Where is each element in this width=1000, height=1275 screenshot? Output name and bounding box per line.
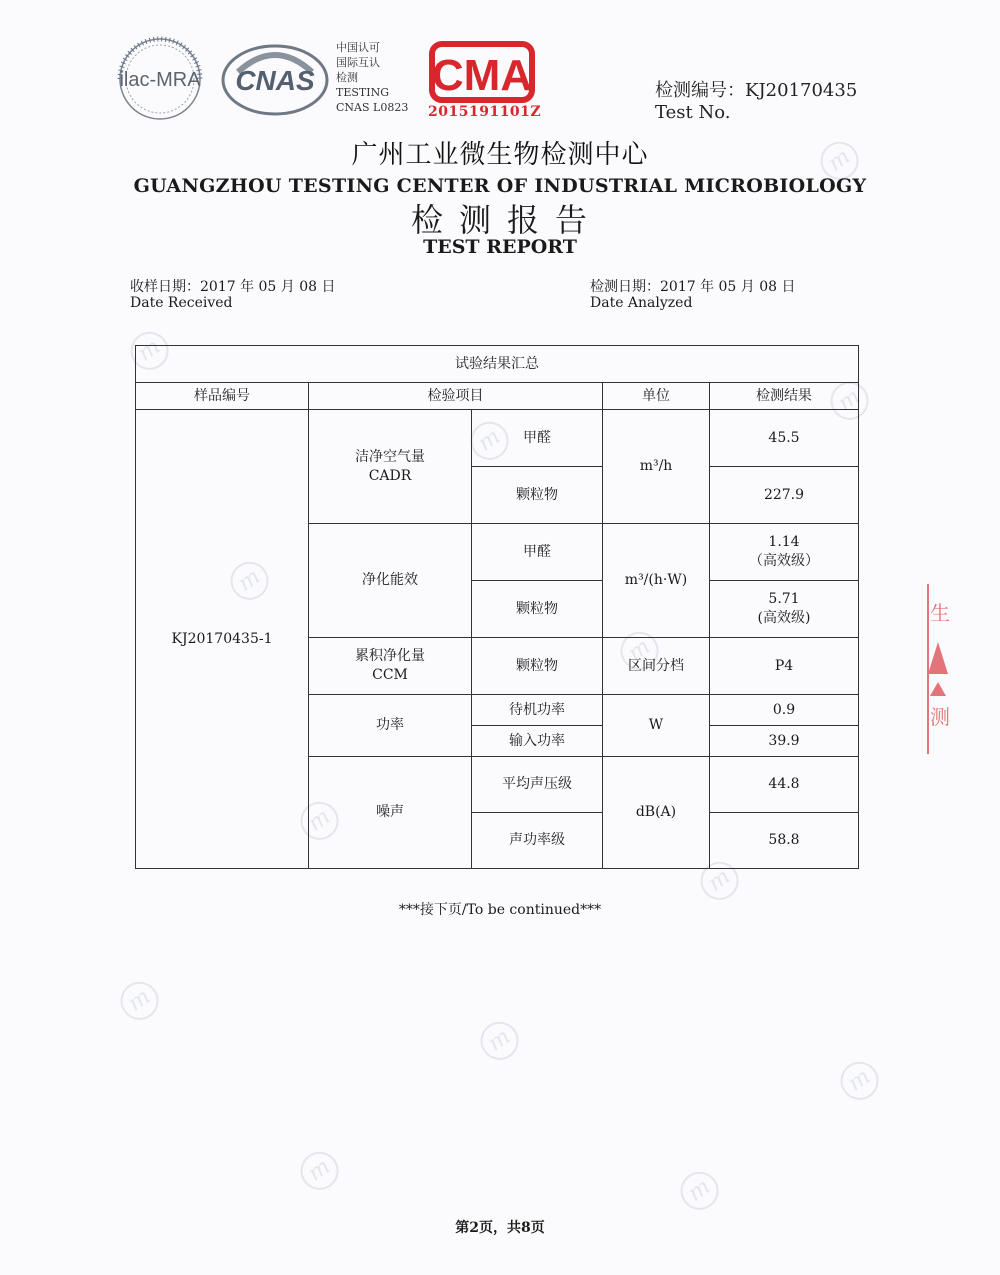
page-number: 第2页，共8页: [455, 1220, 545, 1236]
watermark: m: [292, 1143, 346, 1198]
result-value: 5.71 (高效级): [710, 581, 859, 638]
watermark: m: [462, 413, 516, 468]
org-title-en: GUANGZHOU TESTING CENTER OF INDUSTRIAL MICROBIOLOGY: [133, 175, 867, 197]
watermark: m: [472, 1013, 526, 1068]
report-title-cn: 检测报告: [410, 201, 603, 239]
sub-item: 甲醛: [472, 524, 603, 581]
watermark: m: [612, 623, 666, 678]
continued-note: ***接下页/To be continued***: [398, 902, 602, 918]
report-title-en: TEST REPORT: [423, 236, 577, 258]
table-caption: 试验结果汇总: [136, 346, 859, 383]
watermark: m: [822, 373, 876, 428]
sub-item: 声功率级: [472, 813, 603, 869]
watermark: m: [672, 1163, 726, 1218]
svg-text:ilac-MRA: ilac-MRA: [119, 69, 201, 91]
item-ccm: 累积净化量 CCM: [309, 638, 472, 695]
result-value: 44.8: [710, 757, 859, 813]
header-item: 检验项目: [309, 383, 603, 410]
result-value: 39.9: [710, 726, 859, 757]
sub-item: 颗粒物: [472, 638, 603, 695]
header-unit: 单位: [603, 383, 710, 410]
result-value: 45.5: [710, 410, 859, 467]
result-value: 0.9: [710, 695, 859, 726]
result-value: 227.9: [710, 467, 859, 524]
svg-text:测: 测: [930, 705, 950, 729]
result-value: 1.14 （高效级）: [710, 524, 859, 581]
watermark: m: [692, 853, 746, 908]
svg-text:CNAS: CNAS: [235, 65, 315, 96]
unit-power: W: [603, 695, 710, 757]
item-efficiency: 净化能效: [309, 524, 472, 638]
watermark: m: [292, 793, 346, 848]
sub-item: 输入功率: [472, 726, 603, 757]
results-table: [135, 345, 859, 869]
item-cadr: 洁净空气量 CADR: [309, 410, 472, 524]
header-result: 检测结果: [710, 383, 859, 410]
date-received-label-en: Date Received: [130, 295, 233, 311]
date-analyzed: 检测日期：2017 年 05 月 08 日: [590, 279, 796, 295]
unit-ccm: 区间分档: [603, 638, 710, 695]
cnas-logo: [220, 42, 330, 118]
cma-number: 2015191101Z: [428, 104, 542, 120]
cnas-accreditation-note: 中国认可 国际互认 检测 TESTING CNAS L0823: [336, 41, 409, 114]
table-row: [136, 410, 859, 467]
svg-text:生: 生: [930, 601, 950, 625]
svg-text:CMA: CMA: [431, 51, 533, 100]
sub-item: 颗粒物: [472, 467, 603, 524]
watermark: m: [112, 973, 166, 1028]
watermark: m: [812, 133, 866, 188]
seal-stamp: [926, 584, 950, 754]
item-power: 功率: [309, 695, 472, 757]
result-value: 58.8: [710, 813, 859, 869]
header-sample: 样品编号: [136, 383, 309, 410]
watermark: m: [222, 553, 276, 608]
item-noise: 噪声: [309, 757, 472, 869]
date-analyzed-label-en: Date Analyzed: [590, 295, 693, 311]
sub-item: 甲醛: [472, 410, 603, 467]
sub-item: 颗粒物: [472, 581, 603, 638]
unit-efficiency: m³/(h·W): [603, 524, 710, 638]
date-received: 收样日期：2017 年 05 月 08 日: [130, 279, 336, 295]
watermark: m: [122, 323, 176, 378]
test-number-label-en: Test No.: [655, 102, 731, 123]
unit-cadr: m³/h: [603, 410, 710, 524]
result-value: P4: [710, 638, 859, 695]
sub-item: 待机功率: [472, 695, 603, 726]
test-number: 检测编号：KJ20170435: [655, 80, 858, 101]
unit-noise: dB(A): [603, 757, 710, 869]
table-header-row: [136, 383, 859, 410]
watermark: m: [832, 1053, 886, 1108]
ilac-mra-logo: [108, 36, 212, 122]
sample-id: KJ20170435-1: [136, 410, 309, 869]
sub-item: 平均声压级: [472, 757, 603, 813]
org-title-cn: 广州工业微生物检测中心: [351, 140, 649, 170]
